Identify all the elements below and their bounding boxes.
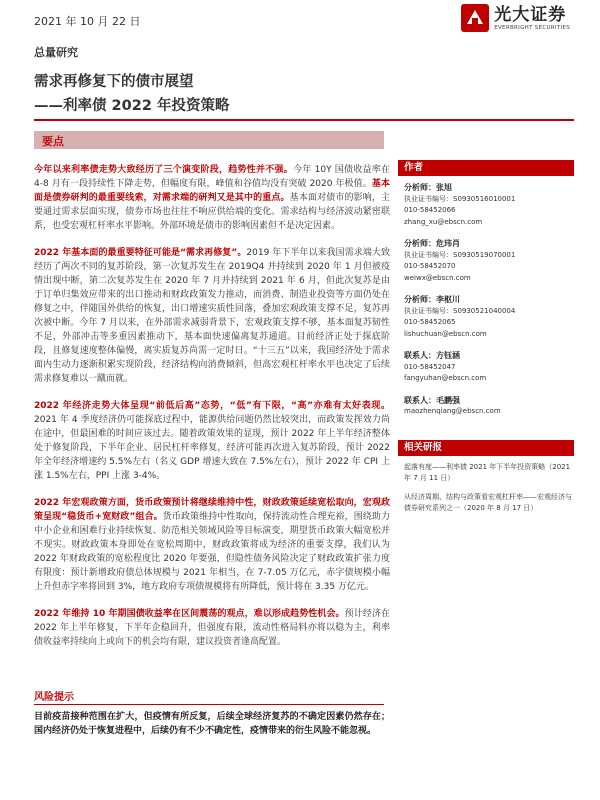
- paragraph-2: 2022 年基本面的最重要特征可能是“需求再修复”。2019 年下半年以来我国需求端大致经历了两次不同的复苏阶段，第一次复苏发生在 2019Q4 并持续到 2020 年 1 月但被疫情出现中断，第二次复苏发生在 2020 年 7 月并持续到 2021 年 6 月，但此次复苏是由于订单归集效应带来的出口推动和财政政策发力推动，而消费、制造业投资等方面仍处在修复之中，伴随国外供给的恢复，出口增速实质性回落，叠加宏观政策支撑不足，复苏再次被中断。今年 7 月以来，在外部需求减弱背景下，宏观政策支撑不够，基本面复苏韧性不足，外部冲击等多重因素推动下，基本面快速偏离复苏通道。目前经济正处于探底阶段，且修复速度整体偏慢，离实质复苏尚需一定时日。“十三五”以来，我国经济处于需求面内生动力逐渐积累实现阶段，经济结构向消费倾斜，但高宏观杠杆率水平也决定了后续需求修复难以一蹴而就。: [34, 248, 390, 384]
- authors-panel: [398, 160, 574, 428]
- logo-en-text: EVERBRIGHT SECURITIES: [494, 25, 570, 31]
- paragraph-1: 今年以来利率债走势大致经历了三个演变阶段，趋势性并不强。今年 10Y 国债收益率在 4-8 月有一段持续性下降走势，但幅度有限，峰值和谷值均没有突破 2020 年极值。基本面是债券研判的最重要线索，对需求端的研判又是其中的重点。基本面对债市的影响，主要通过需求层面实现，债券市场也往往不响应供给端的变化。需求结构与经济波动紧密联系，也受宏观杠杆率水平影响。外部环境是债市的影响因素但不是决定因素。: [34, 165, 390, 231]
- related-heading: 相关研报: [398, 440, 574, 456]
- section-header-keypoints: [34, 131, 384, 149]
- risk-text: 目前疫苗接种范围在扩大，但疫情有所反复，后续全球经济复苏的不确定因素仍然存在；国内经济仍处于恢复进程中，后续仍有不少不确定性，疫情带来的衍生风险不能忽视。: [34, 712, 390, 736]
- paragraph-4: 2022 年宏观政策方面，货币政策预计将继续维持中性，财政政策延续宽松取向，宏观政策呈现“稳货币+宽财政”组合。货币政策维持中性取向，保持流动性合理充裕，围绕助力中小企业和困难行业持续恢复、防范相关领域风险等目标演变，期望货币政策大幅宽松并不现实。财政政策本身即处在宽松周期中，财政政策将成为经济的重要支撑，我们认为 2022 年财政政策的宽松程度比 2020 年要强，但隐性债务风险决定了财政政策扩张力度有限度：预计新增政府债总体规模与 2021 年相当，在 7-7.05 万亿元，赤字债规模小幅上升但赤字率将回到 3%，地方政府专项债规模将有所降低，预计将在 3.35 万亿元。: [34, 498, 390, 592]
- brand-logo: [461, 4, 570, 32]
- logo-cn-text: 光大证券: [494, 5, 567, 25]
- author-item: 分析师：李枢川 执业证书编号：S0930521040004 010-58452065 lishuchuan@ebscn.com: [404, 295, 516, 338]
- report-category: 总量研究: [34, 46, 78, 59]
- risk-title: 风险提示: [34, 692, 74, 703]
- report-date: 2021 年 10 月 22 日: [34, 15, 141, 28]
- section-title: 要点: [42, 135, 64, 148]
- related-report-item[interactable]: 从经济周期、结构与政策看宏观杠杆率——宏观经济与债券研究系列之一（2020 年 8 月 17 日）: [404, 493, 572, 512]
- author-item: 联系人：方钰涵 010-58452047 fangyuhan@ebscn.com: [404, 351, 487, 382]
- paragraph-3: 2022 年经济走势大体呈现“前低后高”态势，“低”有下限，“高”亦难有太好表现。2021 年 4 季度经济仍可能探底过程中，能源供给问题仍然比较突出，而政策发挥效力尚在途中，但最困难的时间应该过去。随着政策效果的显现，预计 2022 年上半年经济整体处于修复阶段，下半年企业、居民杠杆率修复，经济可能再次进入复苏阶段，预计 2022 年全年经济增速约 5.5%左右（名义 GDP 增速大致在 7.5%左右），预计 2022 年 CPI 上涨 1.5%左右，PPI 上涨 3-4%。: [34, 401, 390, 481]
- everbright-logo-icon: [461, 4, 489, 32]
- author-item: 分析师：危玮肖 执业证书编号：S0930519070001 010-58452070 weiwx@ebscn.com: [404, 239, 516, 282]
- related-panel: [398, 440, 574, 522]
- main-content: [34, 163, 390, 662]
- author-item: 联系人：毛鹏强 maozhenqiang@ebscn.com: [404, 395, 501, 415]
- paragraph-5: 2022 年维持 10 年期国债收益率在区间震荡的观点，难以形成趋势性机会。预计经济在 2022 年上半年修复，下半年企稳回升，但强度有限，流动性格局料亦将以稳为主，利率债收益率持续向上或向下的机会均有限，建议投资者逢高配置。: [34, 609, 390, 647]
- risk-divider: [34, 704, 384, 705]
- related-report-item[interactable]: 起落有度——利率债 2021 年下半年投资策略（2021 年 7 月 11 日）: [404, 463, 571, 482]
- author-item: 分析师：张旭 执业证书编号：S0930516010001 010-58452066 zhang_xu@ebscn.com: [404, 183, 516, 226]
- title-divider: [34, 119, 574, 121]
- report-subtitle: ——利率债 2022 年投资策略: [34, 98, 230, 114]
- authors-heading: 作者: [398, 160, 574, 176]
- report-title: 需求再修复下的债市展望: [34, 74, 194, 90]
